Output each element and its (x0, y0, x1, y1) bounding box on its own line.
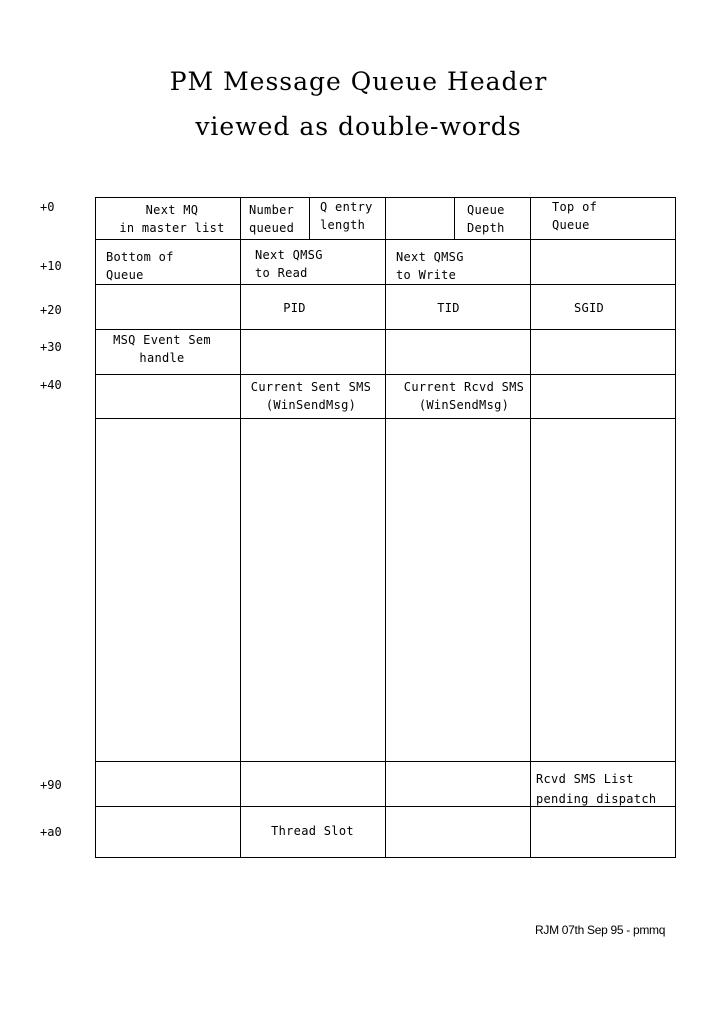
field-tid: TID (437, 301, 460, 315)
field-queue-depth: Queue Depth (467, 203, 505, 235)
field-current-rcvd-sms: Current Rcvd SMS (WinSendMsg) (403, 380, 525, 412)
field-msq-event-sem: MSQ Event Sem handle (113, 333, 211, 365)
field-sgid: SGID (573, 301, 605, 315)
field-next-qmsg-read: Next QMSG to Read (255, 248, 323, 280)
field-rcvd-sms-list: Rcvd SMS List pending dispatch (536, 772, 657, 806)
field-current-sent-sms: Current Sent SMS (WinSendMsg) (250, 380, 372, 412)
offset-label-10: +10 (40, 259, 62, 273)
field-thread-slot: Thread Slot (271, 824, 354, 838)
field-q-entry-length: Q entry length (320, 200, 373, 232)
field-next-mq: Next MQ in master list (119, 203, 225, 235)
field-number-queued: Number queued (249, 203, 295, 235)
offset-label-30: +30 (40, 340, 62, 354)
offset-label-20: +20 (40, 303, 62, 317)
field-top-of-queue: Top of Queue (552, 200, 598, 232)
offset-label-0: +0 (40, 200, 55, 214)
author-footer: RJM 07th Sep 95 - pmmq (535, 923, 666, 937)
offset-label-90: +90 (40, 778, 62, 792)
field-next-qmsg-write: Next QMSG to Write (396, 250, 464, 282)
field-pid: PID (283, 301, 306, 315)
offset-label-40: +40 (40, 378, 62, 392)
field-bottom-of-queue: Bottom of Queue (106, 250, 174, 282)
diagram-subtitle: viewed as double-words (195, 112, 522, 141)
offset-label-a0: +a0 (40, 825, 62, 839)
diagram-title: PM Message Queue Header (169, 67, 548, 96)
